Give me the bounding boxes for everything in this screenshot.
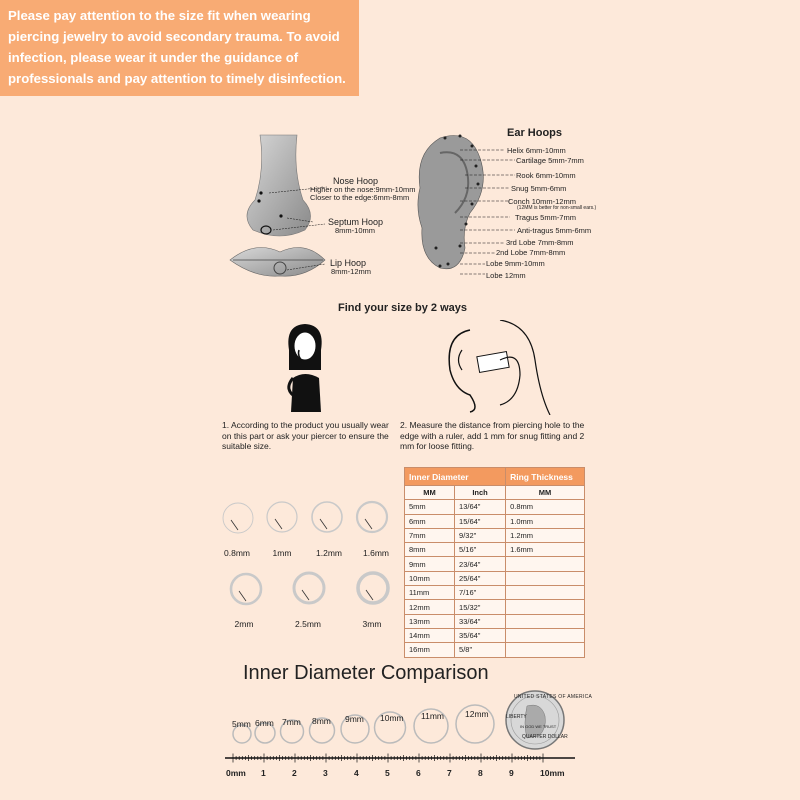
ring-1.6mm: [357, 502, 387, 532]
ring-label-1mm: 1mm: [272, 548, 292, 558]
ruler-label: 4: [354, 768, 359, 778]
ear-label-rook: Rook 6mm-10mm: [516, 171, 576, 180]
ear-label-tragus: Tragus 5mm-7mm: [515, 213, 576, 222]
cell-inch: 13/64": [455, 500, 506, 514]
ruler-label: 9: [509, 768, 514, 778]
ruler-label: 1: [261, 768, 266, 778]
ring-label-1.6mm: 1.6mm: [363, 548, 389, 558]
cell-inch: 9/32": [455, 528, 506, 542]
cell-mm: 8mm: [405, 543, 455, 557]
cell-mm: 16mm: [405, 643, 455, 657]
table-row: [405, 514, 585, 528]
comparison-label-7mm: 7mm: [282, 716, 301, 727]
cell-thickness: 0.8mm: [506, 500, 585, 514]
cell-inch: 5/8": [455, 643, 506, 657]
cell-inch: 7/16": [455, 586, 506, 600]
comparison-label-10mm: 10mm: [380, 712, 404, 723]
cell-inch: 33/64": [455, 614, 506, 628]
ring-label-3mm: 3mm: [362, 619, 382, 629]
ruler-label: 5: [385, 768, 390, 778]
table-row: [405, 586, 585, 600]
cell-thickness: 1.6mm: [506, 543, 585, 557]
cell-mm: 13mm: [405, 614, 455, 628]
cell-inch: 15/64": [455, 514, 506, 528]
comparison-label-9mm: 9mm: [345, 714, 364, 724]
subheader-mm-thickness: MM: [506, 486, 585, 500]
header-inner-diameter: Inner Diameter: [405, 468, 506, 486]
cell-inch: 15/32": [455, 600, 506, 614]
ruler-label: 6: [416, 768, 421, 778]
coin-bottom-text: QUARTER DOLLAR: [522, 734, 568, 740]
warning-text: Please pay attention to the size fit when wearing piercing jewelry to avoid secondary trauma. To avoid infection, please wear it under the guidance of professionals and pay attention to timely disinfection.: [8, 8, 346, 86]
ear-label-lobe: Lobe 9mm-10mm: [486, 259, 545, 268]
cell-mm: 14mm: [405, 628, 455, 642]
lips-image: [230, 248, 325, 277]
ring-0.8mm: [223, 503, 253, 533]
septum-hoop-title: Septum Hoop: [328, 217, 384, 227]
ear-label-conch-note: (12MM is better for non-small ears.): [517, 205, 597, 211]
subheader-mm: MM: [405, 486, 455, 500]
cell-inch: 23/64": [455, 557, 506, 571]
cell-mm: 6mm: [405, 514, 455, 528]
ear-label-lobe-12: Lobe 12mm: [486, 271, 526, 280]
cell-thickness: 1.2mm: [506, 528, 585, 542]
ruler-label: 10mm: [540, 768, 565, 778]
ruler-label: 7: [447, 768, 452, 778]
nose-hoop-line1: Higher on the nose:9mm-10mm: [310, 185, 416, 194]
woman-illustration: [275, 320, 335, 412]
cell-thickness: [506, 614, 585, 628]
ring-label-2mm: 2mm: [234, 619, 254, 629]
ruler-label: 8: [478, 768, 483, 778]
ring-1mm: [267, 502, 297, 532]
table-row: [405, 643, 585, 657]
ear-label-3rd-lobe: 3rd Lobe 7mm-8mm: [506, 238, 574, 247]
ear-label-conch: Conch 10mm-12mm: [508, 197, 576, 206]
table-row: [405, 528, 585, 542]
ring-1.2mm: [312, 502, 342, 532]
cell-inch: 25/64": [455, 571, 506, 585]
cell-mm: 7mm: [405, 528, 455, 542]
ear-label-antitragus: Anti-tragus 5mm-6mm: [517, 226, 592, 235]
header-ring-thickness: Ring Thickness: [506, 468, 585, 486]
table-row: [405, 628, 585, 642]
ruler-label: 0mm: [226, 768, 246, 778]
cell-mm: 11mm: [405, 586, 455, 600]
ear-label-cartilage: Cartilage 5mm-7mm: [516, 156, 584, 165]
comparison-label-8mm: 8mm: [312, 715, 331, 726]
comparison-label-5mm: 5mm: [232, 719, 251, 729]
ring-label-1.2mm: 1.2mm: [316, 548, 342, 558]
table-row: [405, 557, 585, 571]
cell-mm: 12mm: [405, 600, 455, 614]
comparison-label-6mm: 6mm: [255, 718, 274, 728]
ear-ruler-illustration: [440, 320, 555, 415]
nose-hoop-line2: Closer to the edge:6mm-8mm: [310, 193, 410, 202]
ear-hoops-title: Ear Hoops: [507, 127, 563, 139]
table-subheader-row: [405, 486, 585, 500]
ring-label-2.5mm: 2.5mm: [295, 619, 321, 629]
ring-2.5mm: [294, 573, 324, 603]
cell-thickness: [506, 557, 585, 571]
cell-inch: 35/64": [455, 628, 506, 642]
ring-label-0.8mm: 0.8mm: [224, 548, 250, 558]
ruler-label: 3: [323, 768, 328, 778]
ear-label-2nd-lobe: 2nd Lobe 7mm-8mm: [496, 248, 566, 257]
coin-top-text: UNITED STATES OF AMERICA: [514, 694, 593, 700]
cell-thickness: [506, 586, 585, 600]
cell-mm: 5mm: [405, 500, 455, 514]
cell-thickness: [506, 600, 585, 614]
coin-liberty-text: LIBERTY: [506, 714, 527, 720]
nose-hoop-dot: [259, 191, 262, 194]
cell-inch: 5/16": [455, 543, 506, 557]
coin-trust-text: IN GOD WE TRUST: [520, 724, 557, 729]
step-1-text: 1. According to the product you usually wear on this part or ask your piercer to ensure the suitable size.: [222, 420, 389, 451]
table-row: [405, 500, 585, 514]
cell-thickness: [506, 571, 585, 585]
cell-mm: 9mm: [405, 557, 455, 571]
table-row: [405, 571, 585, 585]
step-2-text: 2. Measure the distance from piercing hole to the edge with a ruler, add 1 mm for snug fitting and 2 mm for loose fitting.: [400, 420, 585, 451]
lip-hoop-size: 8mm-12mm: [331, 267, 372, 276]
table-header-row: [405, 468, 585, 486]
nose-hoop-title: Nose Hoop: [333, 176, 379, 186]
cell-thickness: [506, 643, 585, 657]
comparison-title: Inner Diameter Comparison: [243, 662, 489, 684]
comparison-label-11mm: 11mm: [421, 711, 444, 721]
subheader-inch: Inch: [455, 486, 506, 500]
ruler-label: 2: [292, 768, 297, 778]
table-row: [405, 543, 585, 557]
ring-2mm: [231, 574, 261, 604]
comparison-label-12mm: 12mm: [465, 709, 489, 719]
nose-image: [247, 135, 311, 236]
size-table: [404, 467, 585, 658]
table-row: [405, 600, 585, 614]
ear-label-snug: Snug 5mm-6mm: [511, 184, 567, 193]
table-row: [405, 614, 585, 628]
lip-hoop-title: Lip Hoop: [330, 258, 367, 268]
face-illustration: [225, 130, 415, 300]
ring-3mm: [358, 573, 388, 603]
ruler: [225, 748, 580, 768]
cell-mm: 10mm: [405, 571, 455, 585]
find-size-title: Find your size by 2 ways: [338, 302, 467, 314]
warning-banner: [0, 0, 359, 96]
ear-label-helix: Helix 6mm-10mm: [507, 146, 566, 155]
cell-thickness: [506, 628, 585, 642]
septum-hoop-size: 8mm-10mm: [335, 226, 376, 235]
cell-thickness: 1.0mm: [506, 514, 585, 528]
